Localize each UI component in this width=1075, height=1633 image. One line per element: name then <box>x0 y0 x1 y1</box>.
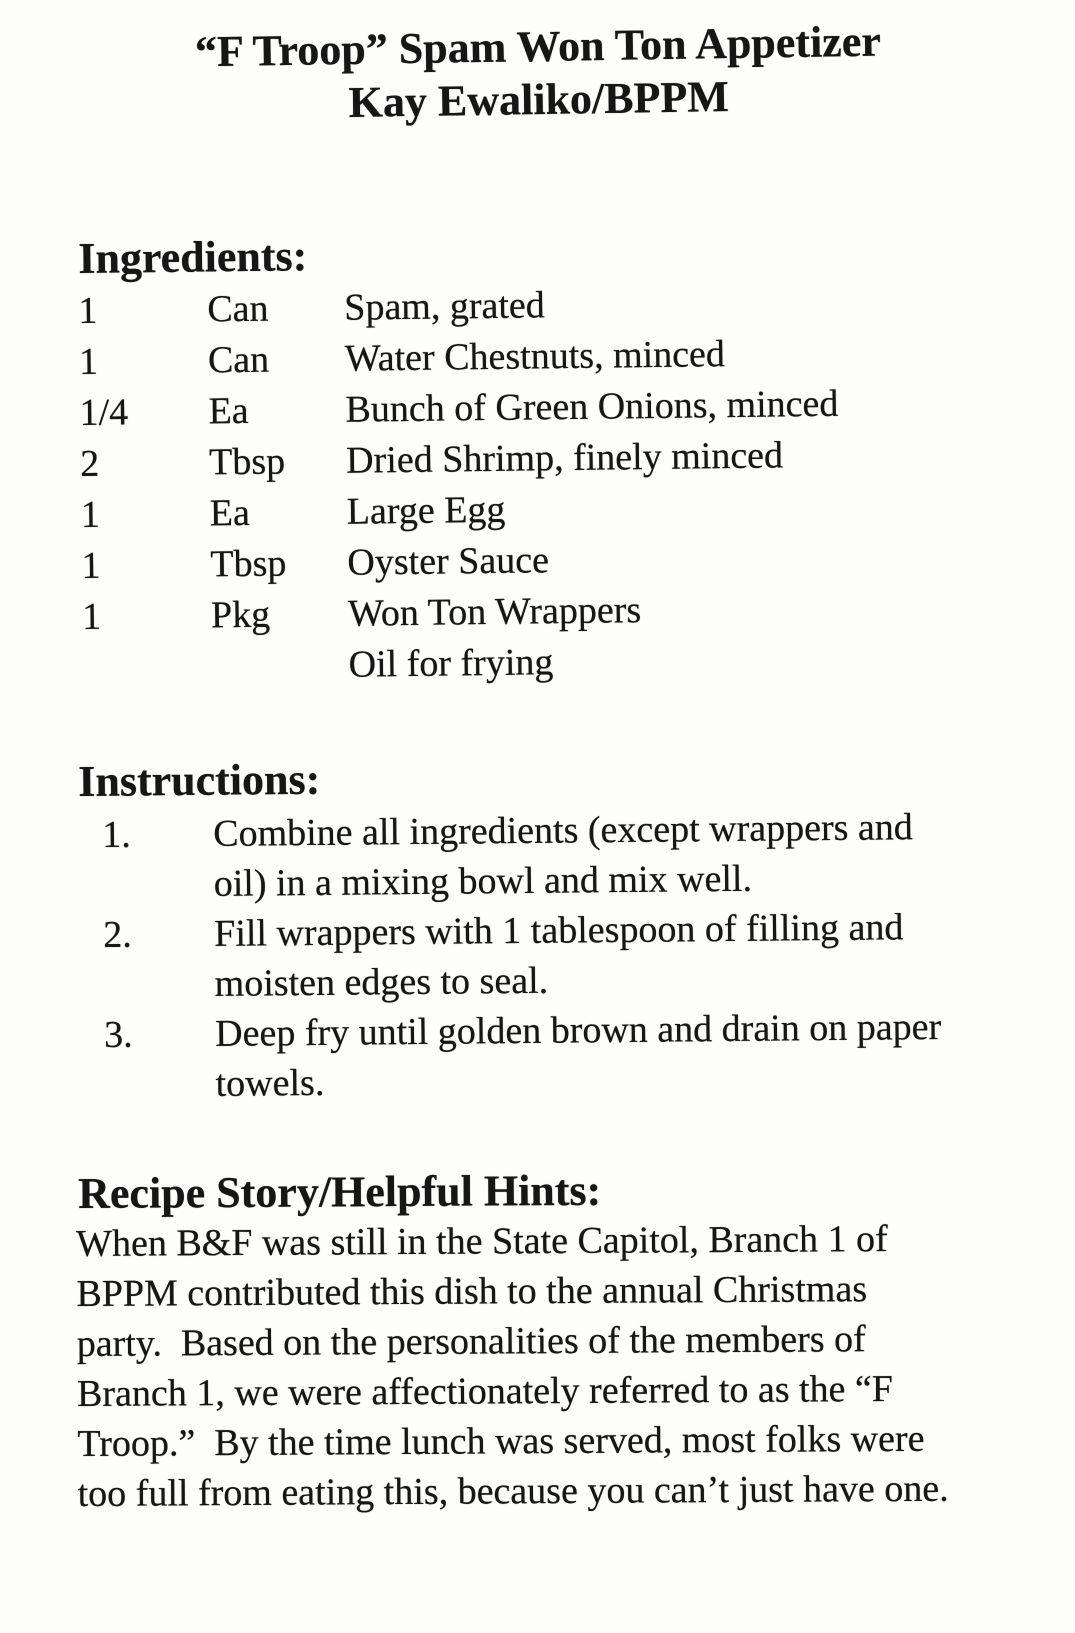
ingredient-qty: 1 <box>81 595 102 638</box>
ingredient-name: Spam, grated <box>344 284 546 329</box>
ingredient-unit: Tbsp <box>208 440 286 484</box>
ingredient-unit: Can <box>207 338 270 382</box>
ingredient-name: Dried Shrimp, finely minced <box>345 434 784 482</box>
ingredient-qty: 1 <box>80 493 101 536</box>
step-text: Deep fry until golden brown and drain on paper towels. <box>214 1005 942 1105</box>
ingredient-qty: 1 <box>81 544 101 587</box>
story-heading: Recipe Story/Helpful Hints: <box>78 1165 602 1218</box>
ingredient-name: Bunch of Green Onions, minced <box>345 382 839 431</box>
ingredient-name: Water Chestnuts, minced <box>344 333 726 380</box>
ingredient-qty: 1/4 <box>79 391 129 434</box>
ingredient-unit: Tbsp <box>210 542 287 586</box>
ingredient-unit: Pkg <box>210 593 271 637</box>
recipe-title-block <box>0 12 1075 135</box>
ingredient-qty: 1 <box>78 289 98 332</box>
step-number: 2. <box>102 913 132 956</box>
ingredient-qty: 1 <box>78 340 99 383</box>
ingredient-name: Large Egg <box>346 488 506 533</box>
ingredient-qty: 2 <box>79 442 100 485</box>
ingredient-unit: Ea <box>208 389 249 433</box>
ingredients-heading: Ingredients: <box>78 231 308 283</box>
ingredient-unit <box>211 640 349 693</box>
instruction-step <box>104 1001 1005 1110</box>
ingredient-unit: Can <box>207 287 269 331</box>
ingredient-name: Oil for frying <box>348 641 554 686</box>
recipe-title: “F Troop” Spam Won Ton Appetizer <box>194 16 882 77</box>
ingredient-qty <box>82 641 212 694</box>
story-text: When B&F was still in the State Capitol, Branch 1 of BPPM contributed this dish to the annual Christmas party. Based on the personalities of the members of Branch 1, we were affectionately referred to as the “F Troop.” By the time lunch was served, most folks were too full from eating this, because you can’t just have one. <box>76 1217 949 1515</box>
ingredients-list <box>78 275 1023 694</box>
instructions-heading: Instructions: <box>78 754 321 806</box>
ingredient-name: Oyster Sauce <box>347 539 550 584</box>
step-text: Fill wrappers with 1 tablespoon of filling and moisten edges to seal. <box>213 906 904 1005</box>
ingredient-row <box>82 631 1023 693</box>
ingredient-unit: Ea <box>209 491 251 535</box>
step-number: 3. <box>103 1013 133 1056</box>
instruction-step <box>103 901 1004 1010</box>
ingredient-name: Won Ton Wrappers <box>347 589 642 635</box>
step-text: Combine all ingredients (except wrappers and oil) in a mixing bowl and mix well. <box>213 806 914 905</box>
instruction-step <box>102 801 1003 910</box>
step-number: 1. <box>102 813 131 856</box>
recipe-author: Kay Ewaliko/BPPM <box>348 72 730 127</box>
instructions-list <box>102 801 1005 1110</box>
